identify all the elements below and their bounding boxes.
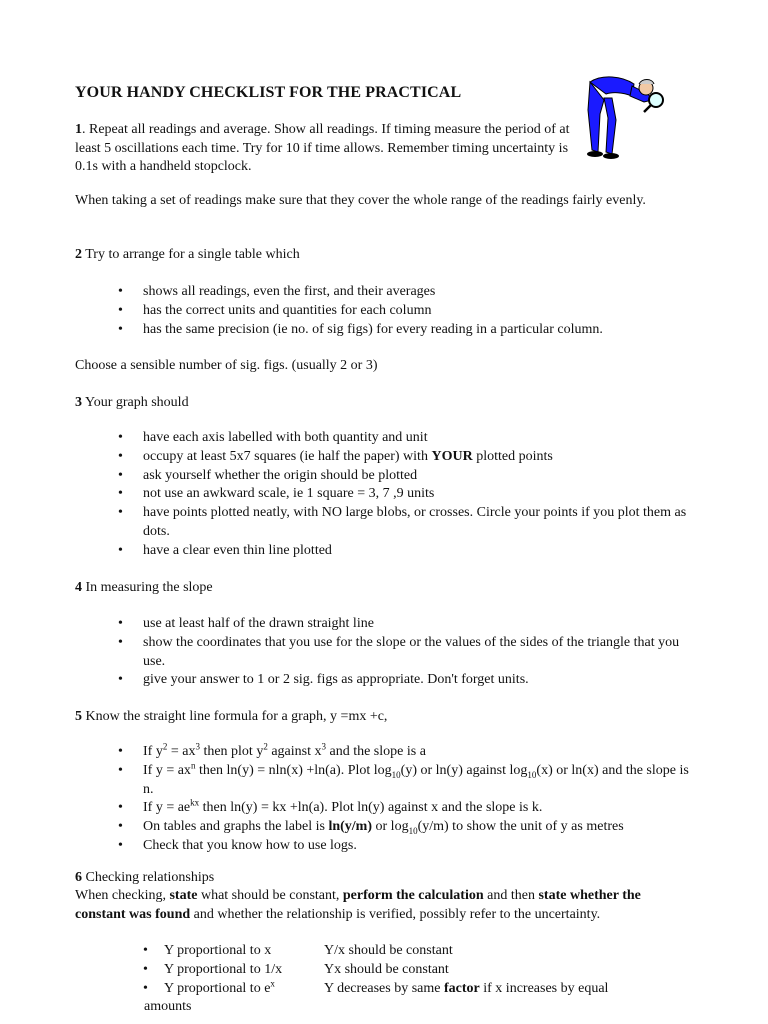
section-3-text: Your graph should (82, 395, 189, 410)
list-item (115, 799, 690, 818)
list-item: • has the same precision (ie no. of sig figs) for every reading in a particular column. (115, 321, 690, 340)
list-item (115, 762, 690, 800)
t: n (190, 760, 196, 771)
list-item: • ask yourself whether the origin should be plotted (115, 467, 690, 486)
section-3-heading (75, 394, 189, 413)
section-3-bullet-list (115, 429, 690, 561)
list-item: • has the correct units and quantities for each column (115, 302, 690, 321)
list-item (140, 961, 660, 980)
t: what should be constant, (197, 888, 343, 903)
section-2-number: 2 (75, 247, 82, 262)
list-item: • have each axis labelled with both quantity and unit (115, 429, 690, 448)
list-item (115, 818, 690, 837)
t: then ln(y) = kx +ln(a). Plot ln(y) against x and the slope is k. (199, 800, 543, 816)
list-item: • have a clear even thin line plotted (115, 542, 690, 561)
t: x (270, 977, 275, 988)
section-6-text: Checking relationships (82, 870, 215, 885)
section-4-text: In measuring the slope (82, 580, 213, 595)
t: 2 (162, 741, 168, 752)
list-item: • not use an awkward scale, ie 1 square = 3, 7 ,9 units (115, 485, 690, 504)
section-2-heading (75, 246, 300, 265)
t: 10 (527, 769, 537, 780)
section-4-heading (75, 579, 213, 598)
t (324, 980, 608, 999)
section-6-heading (75, 869, 214, 888)
section-5-bullet-list (115, 743, 690, 856)
t: state (169, 888, 198, 903)
list-item: • shows all readings, even the first, and their averages (115, 283, 690, 302)
t: 10 (408, 825, 418, 836)
list-item: • show the coordinates that you use for the slope or the values of the sides of the triangle that you use. (115, 634, 690, 672)
section-1-number: 1 (75, 122, 82, 137)
list-item (115, 448, 690, 467)
list-item: • Check that you know how to use logs. (115, 837, 690, 856)
t: Yx should be constant (324, 961, 449, 977)
t: and whether the relationship is verified, possibly refer to the uncertainty. (190, 906, 601, 922)
t: and then (483, 888, 539, 903)
relationships-list (140, 942, 660, 998)
section-5-text: Know the straight line formula for a graph, y =mx +c, (82, 709, 388, 724)
t: if x increases by equal (479, 980, 609, 996)
relationships-continuation: amounts (144, 999, 192, 1014)
section-3-number: 3 (75, 395, 82, 410)
list-item (140, 942, 660, 961)
section-2-after-text: Choose a sensible number of sig. figs. (usually 2 or 3) (75, 358, 378, 373)
t: against x (267, 744, 322, 759)
t: 3 (321, 741, 326, 752)
t: state whether the constant was found (75, 888, 641, 922)
list-item-text: occupy at least 5x7 squares (ie half the paper) with (143, 448, 432, 464)
t: Y decreases by same (324, 980, 444, 996)
section-6-number: 6 (75, 870, 82, 885)
section-5-number: 5 (75, 709, 82, 724)
t: If y = ae (143, 800, 191, 816)
t: then ln(y) = nln(x) +ln(a). Plot log (195, 762, 392, 778)
section-1-paragraph (75, 121, 575, 177)
t: 3 (195, 741, 200, 752)
list-item (115, 743, 690, 762)
section-1-text: . Repeat all readings and average. Show all readings. If timing measure the period of at least 5 oscillations each time. Try for 10 if time allows. Remember timing uncertainty is 0.1s with a handheld stopclock. (75, 122, 570, 174)
page-title: YOUR HANDY CHECKLIST FOR THE PRACTICAL (75, 84, 462, 101)
t: factor (443, 980, 480, 996)
t: Y/x should be constant (324, 943, 453, 958)
list-item: • use at least half of the drawn straight line (115, 615, 690, 634)
t: (y) or ln(y) against log (400, 762, 528, 778)
t: Y proportional to x (164, 943, 272, 958)
t: When checking, (75, 888, 170, 903)
list-item-text: plotted points (472, 448, 553, 464)
t: 10 (391, 769, 401, 780)
t: If y (143, 744, 163, 759)
section-1-readings-paragraph: When taking a set of readings make sure that they cover the whole range of the readings fairly evenly. (75, 193, 646, 208)
detective-with-magnifier-icon (582, 70, 672, 160)
section-2-bullet-list (115, 283, 690, 339)
section-4-number: 4 (75, 580, 82, 595)
t: Y proportional to e (164, 980, 271, 996)
t: ln(y/m) (328, 819, 373, 835)
t: kx (190, 797, 200, 808)
t: 2 (263, 741, 268, 752)
t: perform the calculation (342, 888, 484, 903)
section-4-bullet-list (115, 615, 690, 690)
t: and the slope is a (325, 744, 426, 759)
t: (x) or ln(x) and the slope is n. (143, 762, 689, 797)
t: then plot y (199, 744, 264, 759)
t: or log (372, 819, 409, 835)
list-item-bold: YOUR (431, 448, 473, 464)
t: = ax (167, 744, 196, 759)
list-item: • give your answer to 1 or 2 sig. figs as appropriate. Don't forget units. (115, 671, 690, 690)
t: If y = ax (143, 762, 191, 778)
section-5-heading (75, 708, 387, 727)
list-item (140, 977, 660, 999)
t: Y proportional to 1/x (164, 961, 283, 977)
section-6-paragraph (75, 887, 680, 924)
list-item: • have points plotted neatly, with NO large blobs, or crosses. Circle your points if you plot them as dots. (115, 504, 690, 542)
t: On tables and graphs the label is (143, 819, 329, 835)
t: (y/m) to show the unit of y as metres (417, 819, 624, 835)
section-2-text: Try to arrange for a single table which (82, 247, 300, 262)
